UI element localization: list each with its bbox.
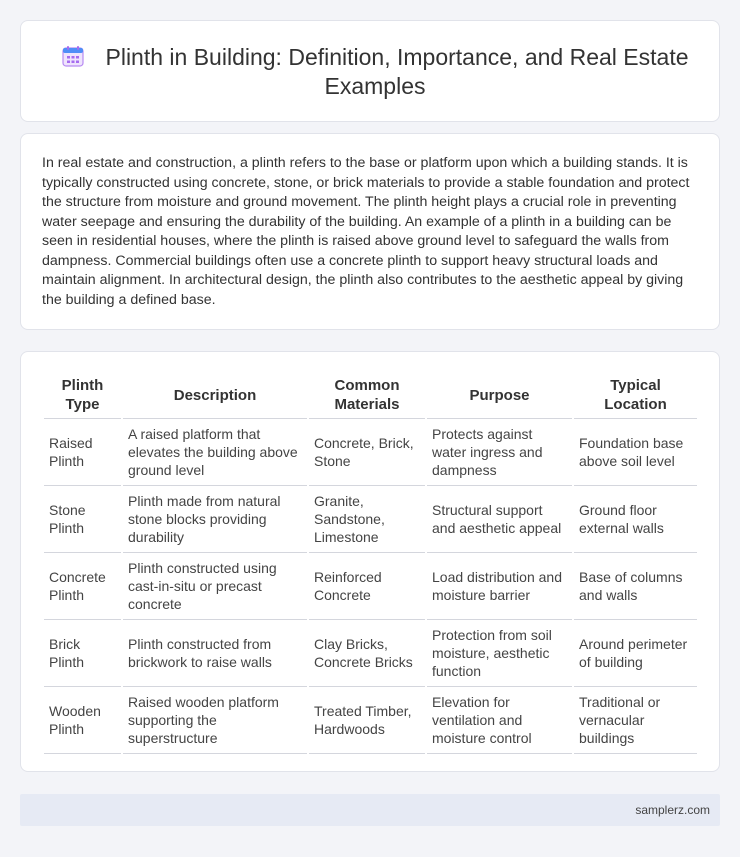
cell-purpose: Elevation for ventilation and moisture control — [427, 687, 572, 754]
cell-plinth-type: Wooden Plinth — [44, 687, 121, 754]
header-description: Description — [123, 372, 307, 419]
cell-location: Around perimeter of building — [574, 620, 697, 687]
cell-materials: Treated Timber, Hardwoods — [309, 687, 425, 754]
table-card — [20, 351, 720, 772]
cell-location: Traditional or vernacular buildings — [574, 687, 697, 754]
cell-materials: Reinforced Concrete — [309, 553, 425, 620]
header-plinth-type: Plinth Type — [44, 372, 121, 419]
footer-site-link[interactable]: samplerz.com — [635, 803, 710, 817]
cell-description: A raised platform that elevates the building above ground level — [123, 419, 307, 486]
plinth-table — [42, 372, 699, 754]
table-row — [44, 620, 697, 687]
cell-description: Plinth constructed from brickwork to raise walls — [123, 620, 307, 687]
cell-plinth-type: Brick Plinth — [44, 620, 121, 687]
cell-plinth-type: Stone Plinth — [44, 486, 121, 553]
cell-description: Plinth made from natural stone blocks providing durability — [123, 486, 307, 553]
cell-purpose: Protects against water ingress and dampness — [427, 419, 572, 486]
table-row — [44, 687, 697, 754]
cell-plinth-type: Concrete Plinth — [44, 553, 121, 620]
header-typical-location: Typical Location — [574, 372, 697, 419]
cell-purpose: Protection from soil moisture, aesthetic function — [427, 620, 572, 687]
cell-purpose: Load distribution and moisture barrier — [427, 553, 572, 620]
header-common-materials: Common Materials — [309, 372, 425, 419]
cell-location: Base of columns and walls — [574, 553, 697, 620]
cell-purpose: Structural support and aesthetic appeal — [427, 486, 572, 553]
table-header-row — [44, 372, 697, 419]
cell-location: Ground floor external walls — [574, 486, 697, 553]
cell-materials: Concrete, Brick, Stone — [309, 419, 425, 486]
table-row — [44, 419, 697, 486]
page-title: Plinth in Building: Definition, Importance, and Real Estate Examples — [105, 44, 689, 99]
cell-materials: Granite, Sandstone, Limestone — [309, 486, 425, 553]
intro-card — [20, 133, 720, 330]
page-title-wrap — [51, 43, 699, 101]
cell-materials: Clay Bricks, Concrete Bricks — [309, 620, 425, 687]
table-row — [44, 486, 697, 553]
cell-description: Raised wooden platform supporting the superstructure — [123, 687, 307, 754]
title-card — [20, 20, 720, 122]
table-row — [44, 553, 697, 620]
intro-paragraph: In real estate and construction, a plinth refers to the base or platform upon which a building stands. It is typically constructed using concrete, stone, or brick materials to provide a stable foundation and protect the structure from moisture and ground movement. The plinth height plays a crucial role in preventing water seepage and ensuring the durability of the building. An example of a plinth in a building can be seen in residential houses, where the plinth is raised above ground level to safeguard the walls from dampness. Commercial buildings often use a concrete plinth to support heavy structural loads and maintain alignment. In architectural design, the plinth also contributes to the aesthetic appeal by giving the building a defined base. — [42, 155, 690, 308]
footer-bar — [20, 794, 720, 826]
cell-description: Plinth constructed using cast-in-situ or precast concrete — [123, 553, 307, 620]
header-purpose: Purpose — [427, 372, 572, 419]
cell-plinth-type: Raised Plinth — [44, 419, 121, 486]
cell-location: Foundation base above soil level — [574, 419, 697, 486]
calendar-icon — [62, 45, 84, 67]
